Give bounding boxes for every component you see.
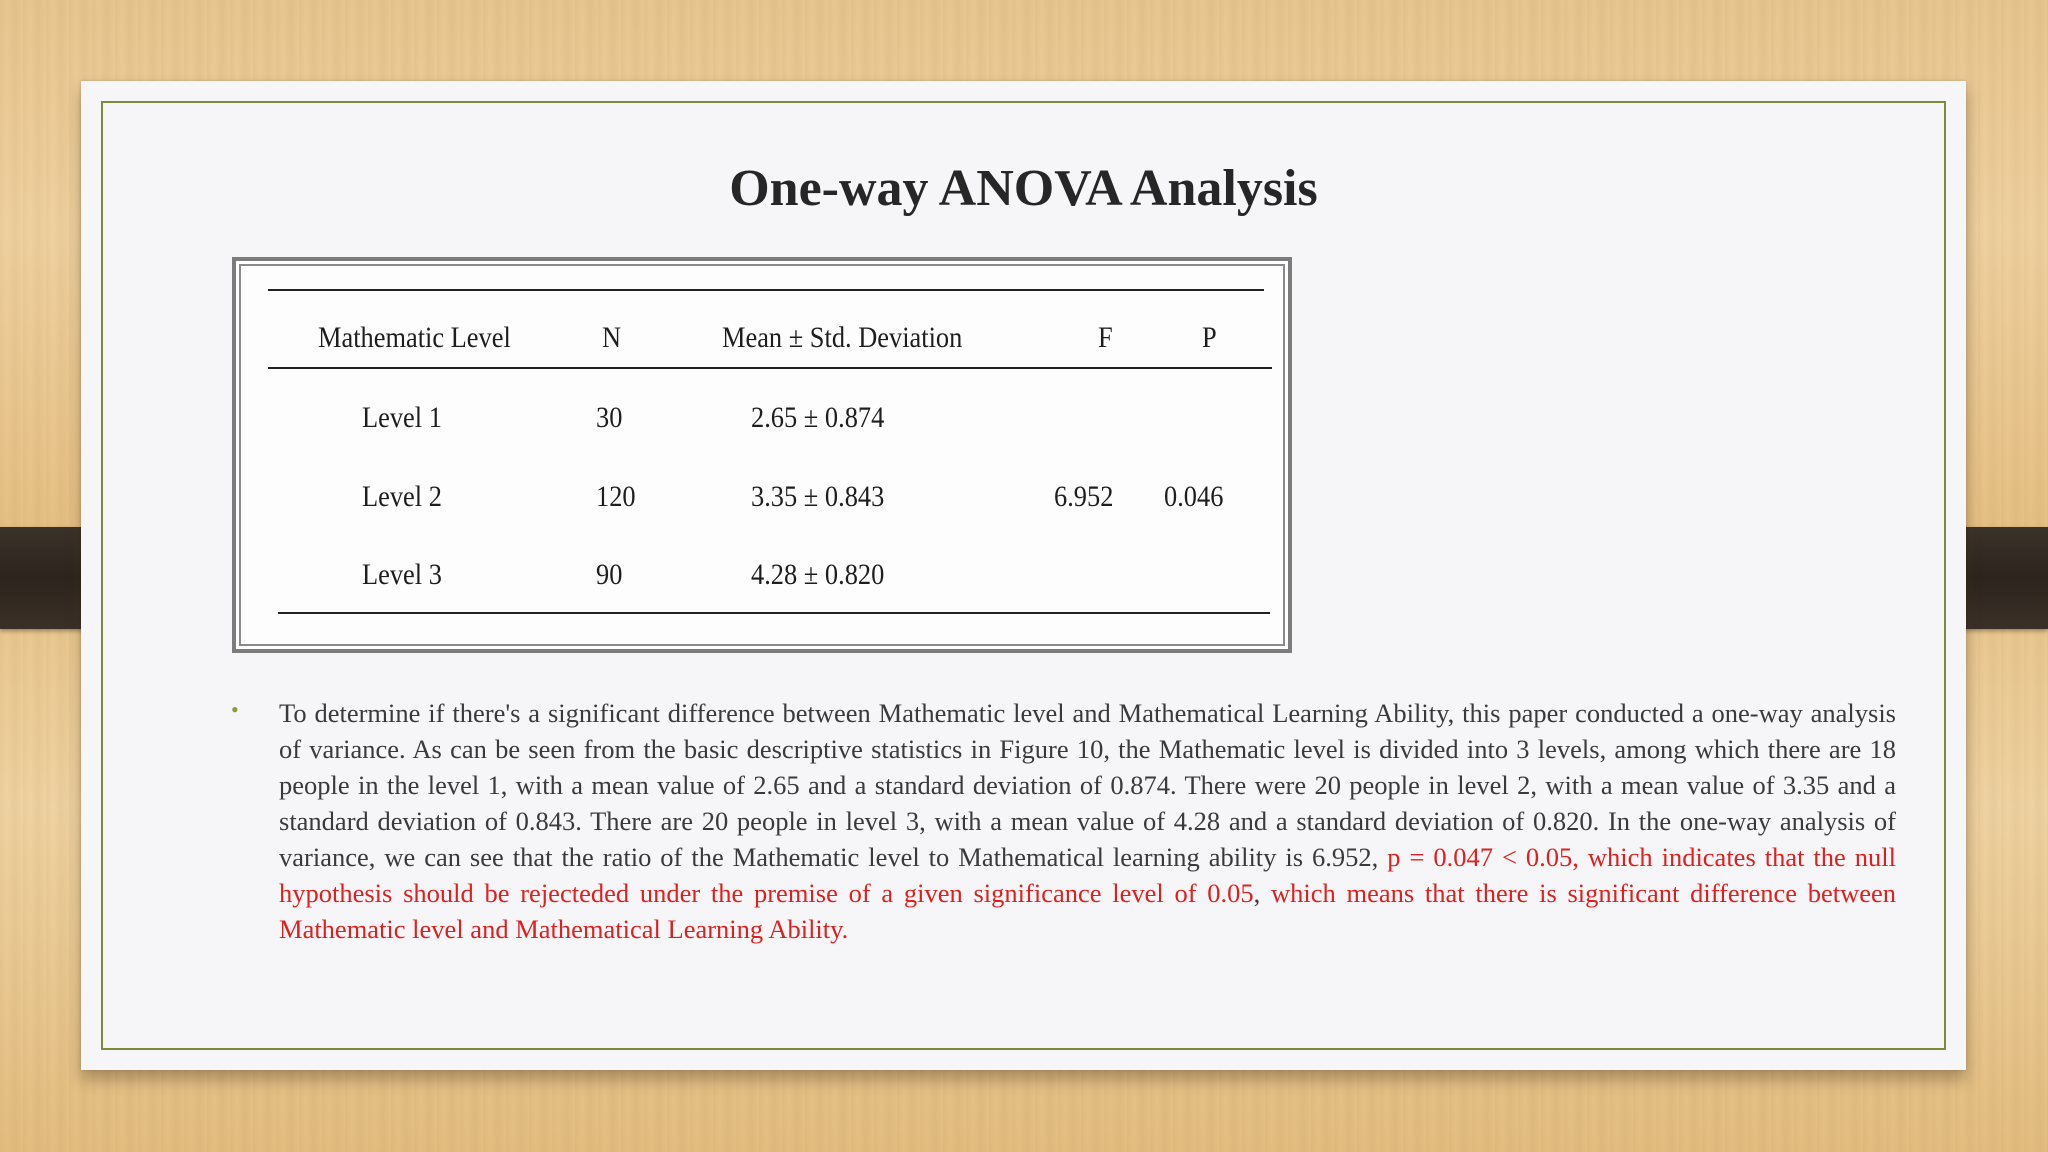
row1-n: 30 bbox=[596, 401, 623, 434]
table-header-rule bbox=[268, 367, 1272, 369]
header-mean-std: Mean ± Std. Deviation bbox=[722, 321, 963, 354]
slide-paper bbox=[81, 81, 1966, 1070]
header-p: P bbox=[1202, 321, 1217, 354]
body-paragraph bbox=[279, 695, 1896, 947]
body-text-comma: , bbox=[1253, 878, 1272, 908]
row2-f: 6.952 bbox=[1054, 480, 1114, 513]
slide-title: One-way ANOVA Analysis bbox=[729, 160, 1318, 217]
table-bottom-rule bbox=[278, 612, 1270, 614]
bullet-marker: • bbox=[231, 697, 239, 722]
body-text-highlight-2: which means that there is significant difference between Mathematic level and Mathematical Learning Ability. bbox=[279, 878, 1896, 944]
row3-level: Level 3 bbox=[362, 558, 442, 591]
row3-n: 90 bbox=[596, 558, 623, 591]
row2-mean: 3.35 ± 0.843 bbox=[751, 480, 885, 513]
row1-mean: 2.65 ± 0.874 bbox=[751, 401, 885, 434]
row1-level: Level 1 bbox=[362, 401, 442, 434]
header-f: F bbox=[1098, 321, 1113, 354]
row2-n: 120 bbox=[596, 480, 636, 513]
row3-mean: 4.28 ± 0.820 bbox=[751, 558, 885, 591]
anova-table bbox=[232, 257, 1292, 653]
body-text-plain: To determine if there's a significant difference between Mathematic level and Mathematical Learning Ability, this paper conducted a one-way analysis of variance. As can be seen from the basic descriptive statistics in Figure 10, the Mathematic level is divided into 3 levels, among which there are 18 people in the level 1, with a mean value of 2.65 and a standard deviation of 0.874. There were 20 people in level 2, with a mean value of 3.35 and a standard deviation of 0.843. There are 20 people in level 3, with a mean value of 4.28 and a standard deviation of 0.820. In the one-way analysis of variance, we can see that the ratio of the Mathematic level to Mathematical learning ability is 6.952, bbox=[279, 698, 1896, 872]
row2-p: 0.046 bbox=[1164, 480, 1224, 513]
header-mathematic-level: Mathematic Level bbox=[318, 321, 511, 354]
row2-level: Level 2 bbox=[362, 480, 442, 513]
body-text-highlight-1: p = 0.047 < 0.05, which indicates that the null hypothesis should be rejecteded under the premise of a given significance level of 0.05 bbox=[279, 842, 1896, 908]
header-n: N bbox=[602, 321, 622, 354]
table-top-rule bbox=[268, 289, 1264, 291]
